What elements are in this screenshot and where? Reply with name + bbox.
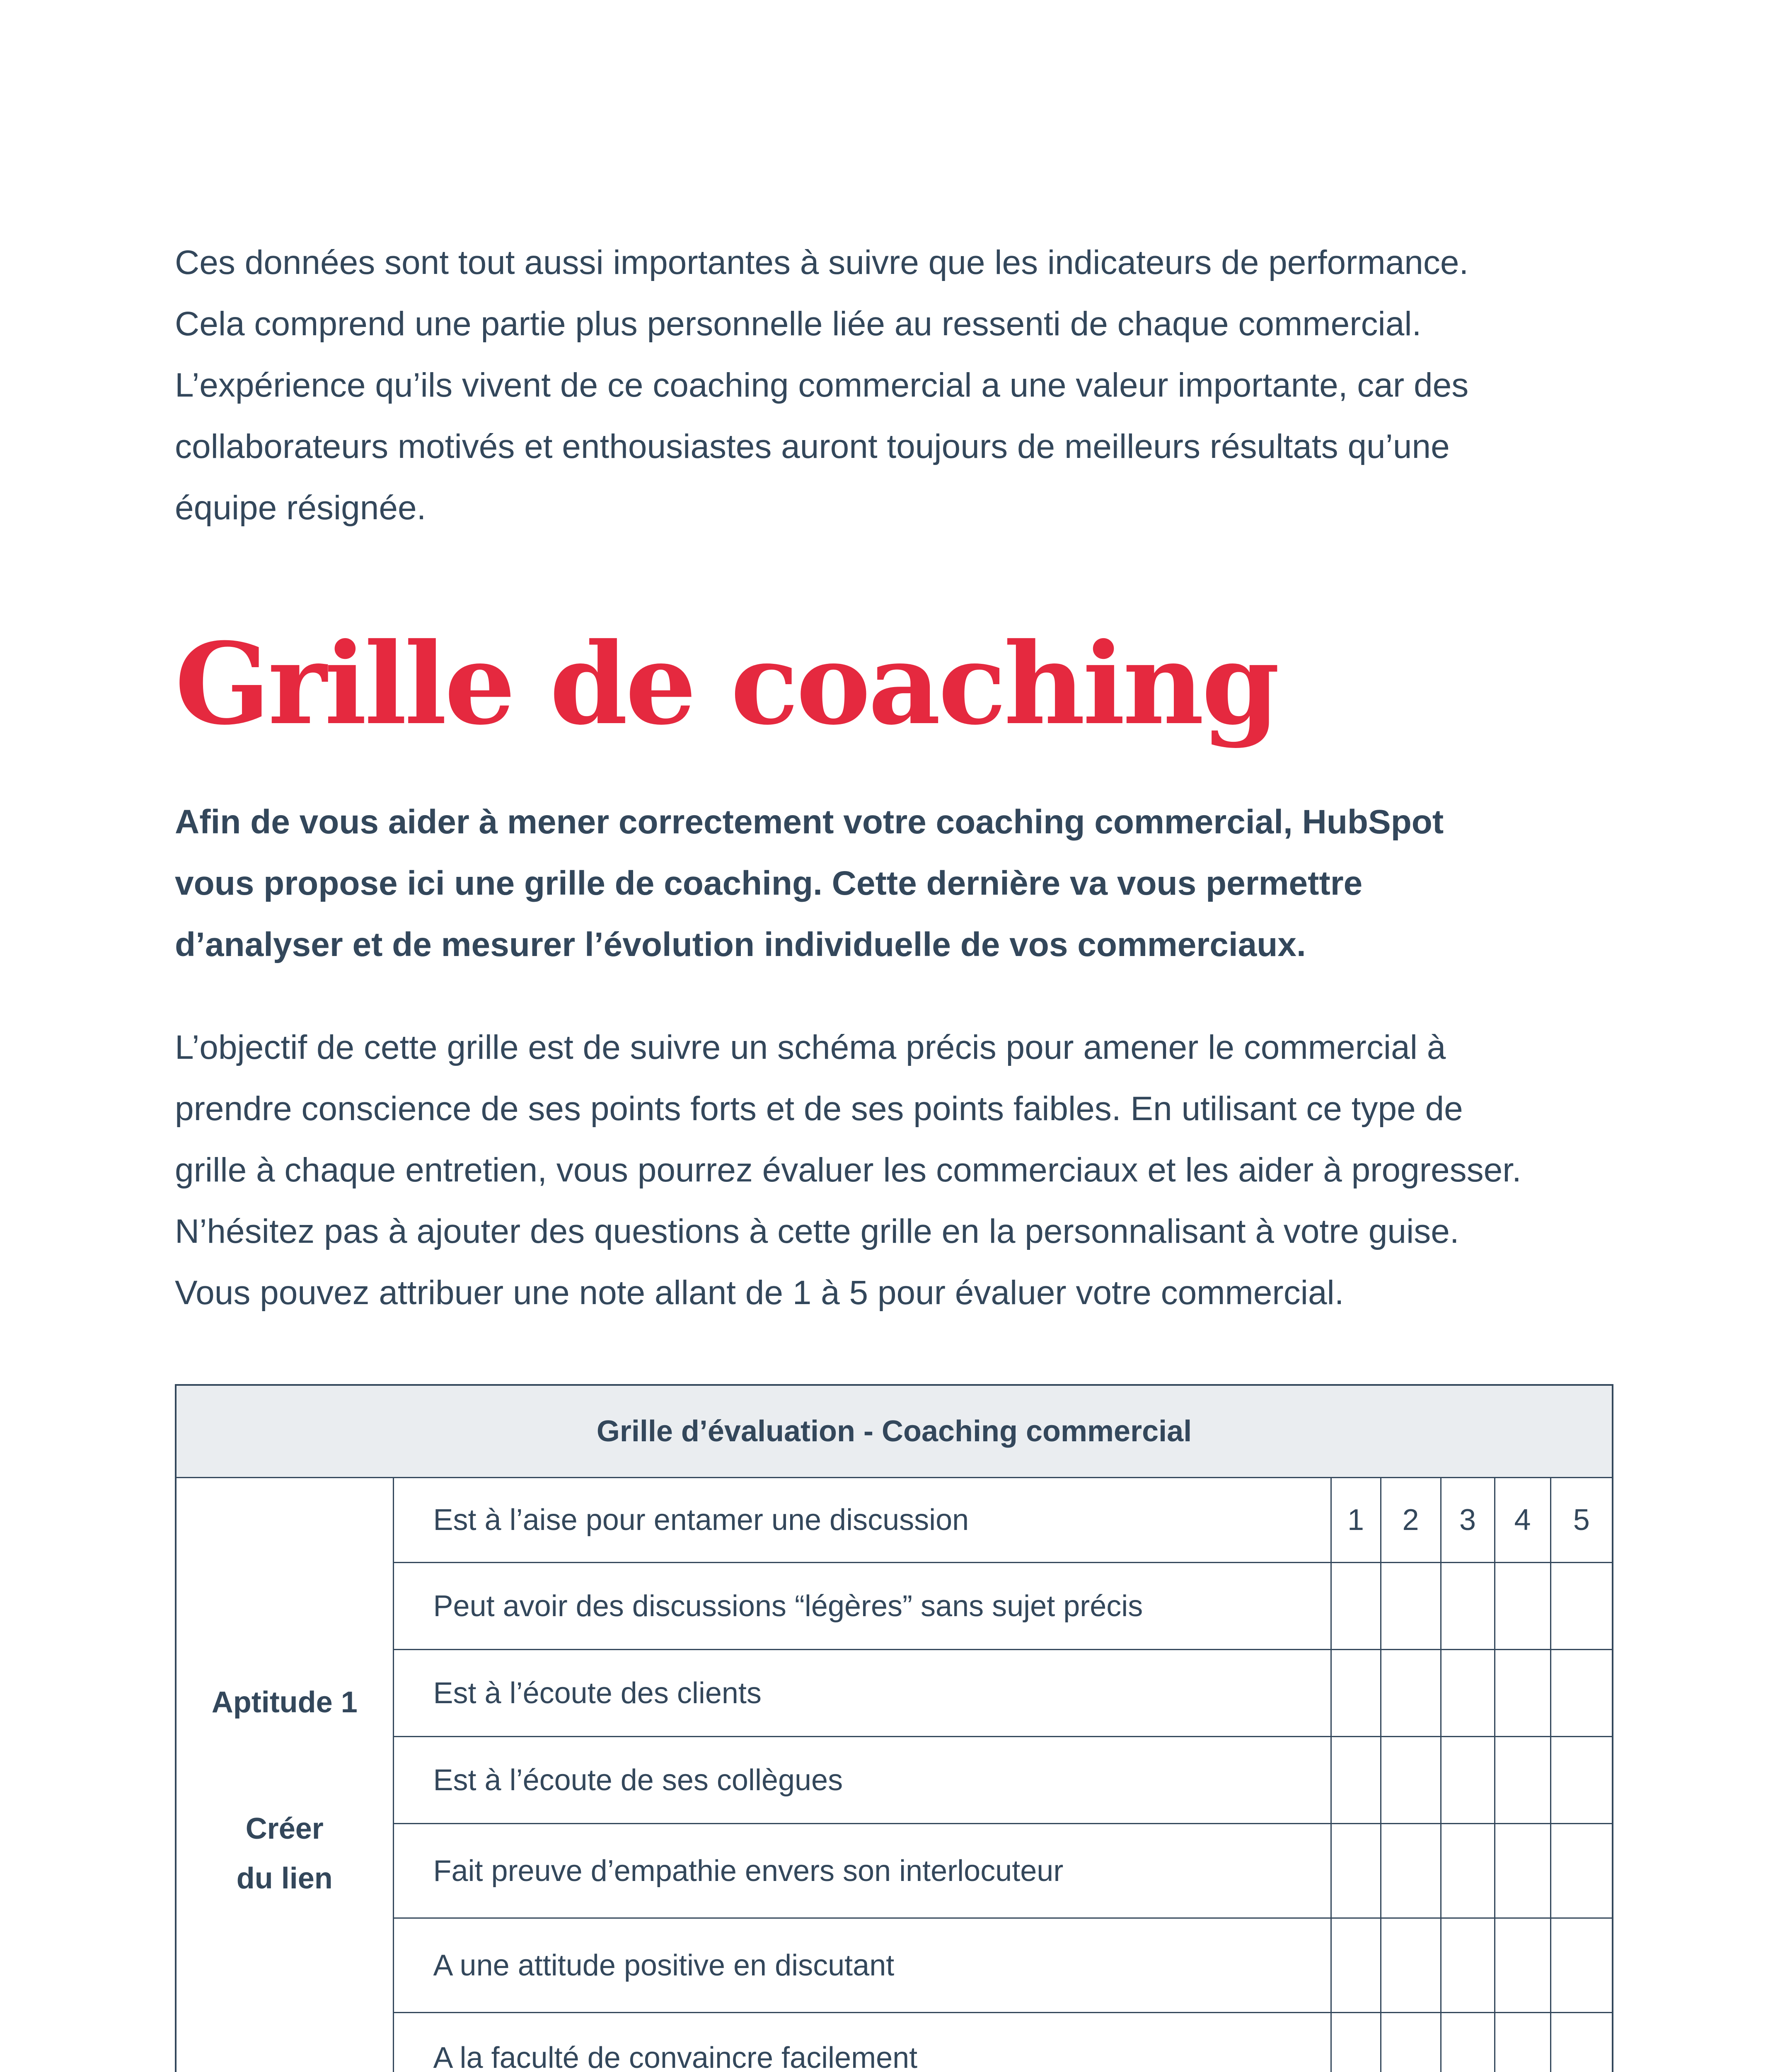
table-title: Grille d’évaluation - Coaching commercial	[176, 1385, 1613, 1478]
body-line: N’hésitez pas à ajouter des questions à cette grille en la personnalisant à votre guise.	[175, 1213, 1459, 1250]
score-cell-4[interactable]	[1495, 1737, 1550, 1824]
coaching-evaluation-table	[175, 1384, 1613, 2072]
aptitude-name: du lien	[236, 1862, 333, 1895]
section-heading: Grille de coaching	[175, 618, 1277, 750]
intro-line: collaborateurs motivés et enthousiastes auront toujours de meilleurs résultats qu’une	[175, 428, 1450, 465]
score-cell-4[interactable]	[1495, 1650, 1550, 1737]
score-cell-3[interactable]	[1441, 1563, 1495, 1650]
score-cell-4[interactable]	[1495, 1918, 1550, 2013]
score-cell-1[interactable]	[1331, 1918, 1381, 2013]
body-line: L’objectif de cette grille est de suivre un schéma précis pour amener le commercial à	[175, 1029, 1446, 1066]
score-cell-5[interactable]	[1550, 2013, 1613, 2072]
score-cell-1[interactable]	[1331, 1650, 1381, 1737]
score-cell-3[interactable]	[1441, 1918, 1495, 2013]
intro-line: Cela comprend une partie plus personnelle liée au ressenti de chaque commercial.	[175, 305, 1422, 343]
body-line: Vous pouvez attribuer une note allant de 1 à 5 pour évaluer votre commercial.	[175, 1274, 1344, 1312]
score-cell-2[interactable]	[1381, 1563, 1441, 1650]
body-line: prendre conscience de ses points forts et de ses points faibles. En utilisant ce type de	[175, 1090, 1463, 1128]
score-cell-1[interactable]	[1331, 1824, 1381, 1918]
body-line: grille à chaque entretien, vous pourrez évaluer les commerciaux et les aider à progresser.	[175, 1151, 1521, 1189]
score-cell-2[interactable]	[1381, 2013, 1441, 2072]
score-cell-2[interactable]	[1381, 1824, 1441, 1918]
score-cell-4[interactable]	[1495, 1824, 1550, 1918]
lead-paragraph	[175, 792, 1617, 975]
score-cell-5[interactable]	[1550, 1824, 1613, 1918]
lead-line: Afin de vous aider à mener correctement votre coaching commercial, HubSpot	[175, 803, 1444, 841]
score-cell-3[interactable]	[1441, 1737, 1495, 1824]
lead-line: d’analyser et de mesurer l’évolution individuelle de vos commerciaux.	[175, 926, 1306, 963]
score-cell-1[interactable]	[1331, 1563, 1381, 1650]
lead-line: vous propose ici une grille de coaching. Cette dernière va vous permettre	[175, 864, 1363, 902]
question-cell: A la faculté de convaincre facilement	[393, 2013, 1331, 2072]
intro-line: L’expérience qu’ils vivent de ce coaching commercial a une valeur importante, car des	[175, 366, 1469, 404]
score-cell-5[interactable]	[1550, 1737, 1613, 1824]
table-row	[176, 1478, 1613, 1563]
score-cell-5[interactable]	[1550, 1650, 1613, 1737]
score-cell-5[interactable]	[1550, 1918, 1613, 2013]
score-cell-3[interactable]	[1441, 2013, 1495, 2072]
score-cell-1[interactable]	[1331, 2013, 1381, 2072]
score-header: 1	[1331, 1478, 1381, 1563]
score-cell-2[interactable]	[1381, 1918, 1441, 2013]
score-header: 3	[1441, 1478, 1495, 1563]
score-cell-2[interactable]	[1381, 1737, 1441, 1824]
question-cell: Peut avoir des discussions “légères” sans sujet précis	[393, 1563, 1331, 1650]
question-cell: Est à l’écoute des clients	[393, 1650, 1331, 1737]
score-cell-4[interactable]	[1495, 2013, 1550, 2072]
body-paragraph	[175, 1017, 1617, 1324]
intro-paragraph	[175, 232, 1617, 539]
aptitude-name: Créer	[245, 1812, 324, 1846]
question-cell: Fait preuve d’empathie envers son interlocuteur	[393, 1824, 1331, 1918]
aptitude-cell	[176, 1478, 393, 2072]
question-cell: Est à l’aise pour entamer une discussion	[393, 1478, 1331, 1563]
page-content	[175, 232, 1617, 1324]
score-header: 5	[1550, 1478, 1613, 1563]
score-cell-3[interactable]	[1441, 1824, 1495, 1918]
intro-line: équipe résignée.	[175, 489, 426, 527]
score-header: 4	[1495, 1478, 1550, 1563]
question-cell: A une attitude positive en discutant	[393, 1918, 1331, 2013]
intro-line: Ces données sont tout aussi importantes à suivre que les indicateurs de performance.	[175, 244, 1469, 281]
score-cell-1[interactable]	[1331, 1737, 1381, 1824]
score-header: 2	[1381, 1478, 1441, 1563]
score-cell-2[interactable]	[1381, 1650, 1441, 1737]
score-cell-4[interactable]	[1495, 1563, 1550, 1650]
question-cell: Est à l’écoute de ses collègues	[393, 1737, 1331, 1824]
table-header-row	[176, 1385, 1613, 1478]
score-cell-3[interactable]	[1441, 1650, 1495, 1737]
aptitude-label: Aptitude 1	[211, 1686, 358, 1719]
score-cell-5[interactable]	[1550, 1563, 1613, 1650]
